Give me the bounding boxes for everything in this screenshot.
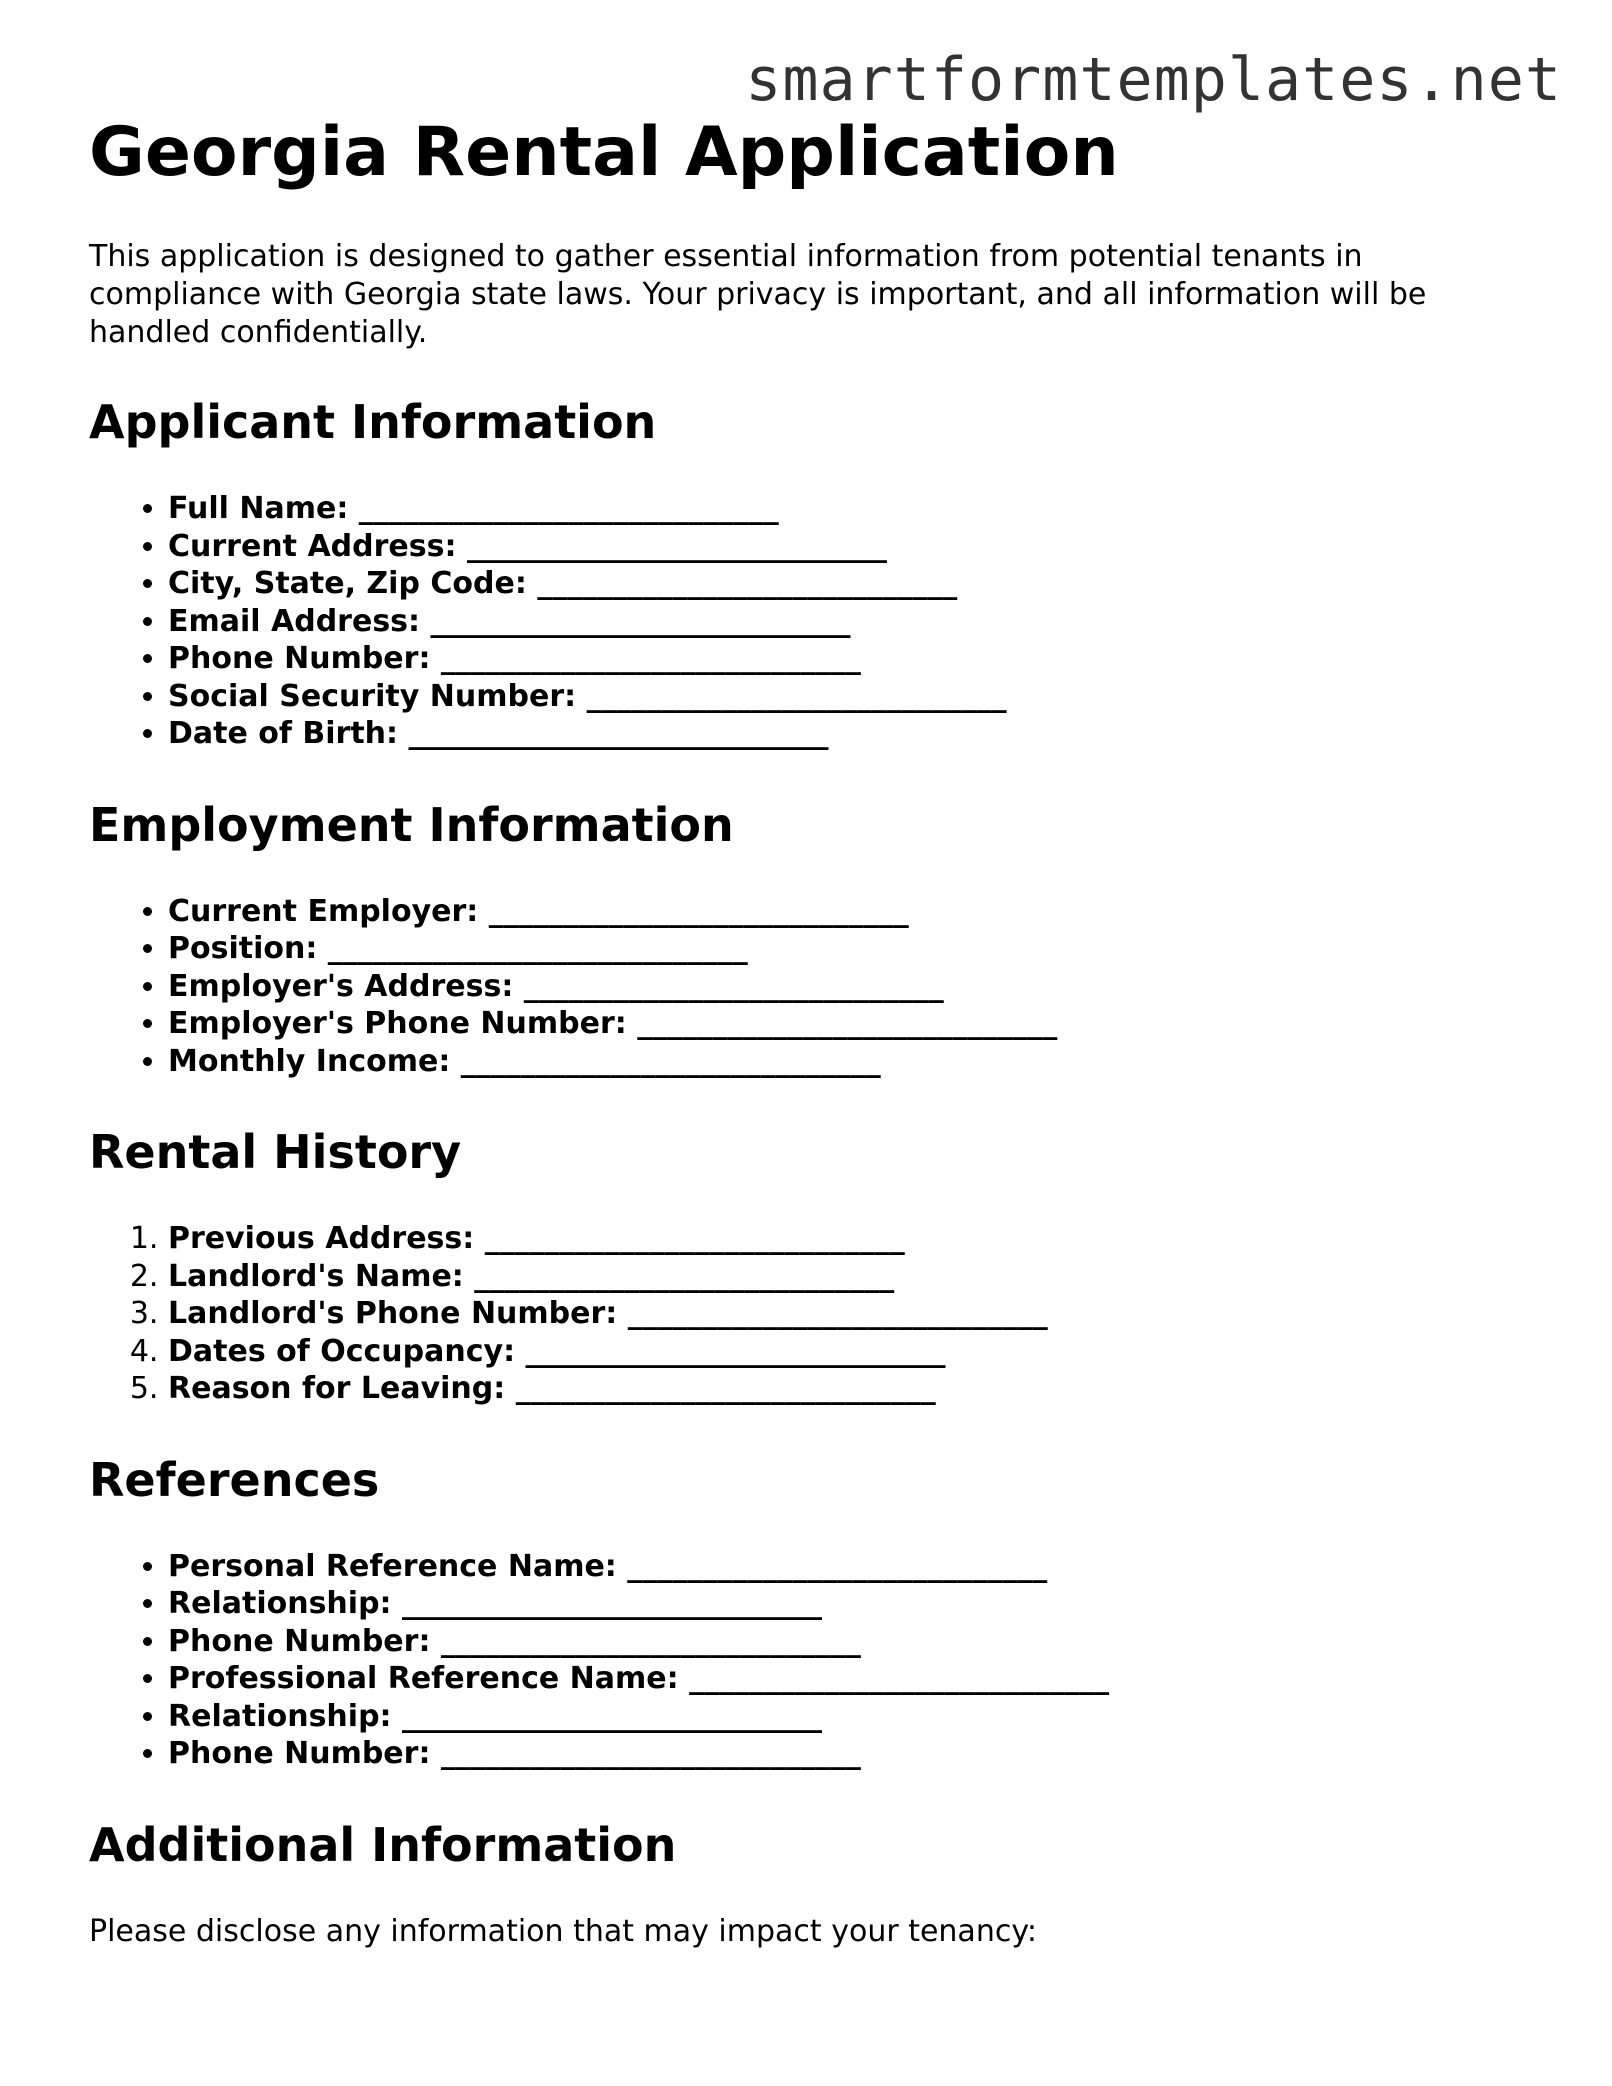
field-label: Employer's Address: bbox=[168, 968, 514, 1004]
field-label: Full Name: bbox=[168, 491, 349, 526]
field-item bbox=[168, 968, 1529, 1006]
field-label: Reason for Leaving: bbox=[168, 1371, 506, 1406]
field-blank-line: ____________________________ bbox=[358, 491, 779, 526]
field-blank-line: ____________________________ bbox=[440, 641, 861, 676]
field-label: Phone Number: bbox=[168, 1623, 431, 1659]
field-item bbox=[168, 930, 1529, 968]
field-label: Social Security Number: bbox=[168, 678, 577, 714]
applicant-field-list bbox=[89, 490, 1529, 753]
field-blank-line: ____________________________ bbox=[440, 1736, 861, 1771]
references-field-list bbox=[89, 1548, 1529, 1773]
field-label: Monthly Income: bbox=[168, 1043, 451, 1079]
section-heading-applicant: Applicant Information bbox=[89, 395, 657, 449]
field-label: Landlord's Name: bbox=[168, 1258, 464, 1294]
field-item bbox=[168, 1005, 1529, 1043]
field-blank-line: ____________________________ bbox=[460, 1043, 881, 1079]
field-item bbox=[168, 678, 1529, 716]
field-item bbox=[168, 490, 1529, 528]
section-heading-rental-history: Rental History bbox=[89, 1125, 462, 1179]
field-label: Relationship: bbox=[168, 1698, 392, 1734]
field-blank-line: ____________________________ bbox=[689, 1661, 1110, 1696]
additional-info-prompt: Please disclose any information that may impact your tenancy: bbox=[89, 1913, 1038, 1949]
employment-field-list bbox=[89, 893, 1529, 1081]
field-label: Date of Birth: bbox=[168, 716, 399, 751]
field-blank-line: ____________________________ bbox=[327, 931, 748, 966]
rental-history-field-list bbox=[89, 1220, 1529, 1408]
field-label: Personal Reference Name: bbox=[168, 1548, 617, 1584]
site-watermark: smartformtemplates.net bbox=[745, 45, 1562, 115]
field-blank-line: ____________________________ bbox=[466, 528, 887, 564]
section-heading-employment: Employment Information bbox=[89, 797, 734, 852]
field-label: Position: bbox=[168, 931, 318, 966]
field-item bbox=[168, 1623, 1529, 1661]
field-label: Phone Number: bbox=[168, 641, 431, 676]
field-blank-line: ____________________________ bbox=[430, 603, 851, 639]
field-blank-line: ____________________________ bbox=[515, 1371, 936, 1406]
field-item bbox=[168, 565, 1529, 603]
section-heading-references: References bbox=[89, 1452, 380, 1507]
field-blank-line: ____________________________ bbox=[440, 1623, 861, 1659]
field-blank-line: ____________________________ bbox=[402, 1586, 822, 1621]
field-blank-line: ____________________________ bbox=[627, 1548, 1048, 1584]
field-item bbox=[168, 715, 1529, 753]
field-label: Relationship: bbox=[168, 1586, 392, 1621]
field-item bbox=[168, 1660, 1529, 1698]
field-item bbox=[168, 1220, 1529, 1258]
document-page bbox=[89, 110, 1529, 1951]
field-label: Dates of Occupancy: bbox=[168, 1333, 516, 1369]
field-label: Current Employer: bbox=[168, 893, 479, 929]
field-blank-line: ____________________________ bbox=[637, 1006, 1058, 1041]
field-blank-line: ____________________________ bbox=[627, 1296, 1048, 1331]
section-heading-additional: Additional Information bbox=[89, 1817, 677, 1872]
field-blank-line: ____________________________ bbox=[525, 1333, 946, 1369]
field-item bbox=[168, 528, 1529, 566]
field-blank-line: ____________________________ bbox=[488, 893, 909, 929]
field-blank-line: ____________________________ bbox=[586, 678, 1007, 714]
field-item bbox=[168, 1698, 1529, 1736]
field-item bbox=[168, 893, 1529, 931]
field-item bbox=[168, 1333, 1529, 1371]
document-title: Georgia Rental Application bbox=[89, 113, 1119, 192]
field-blank-line: ____________________________ bbox=[537, 566, 958, 601]
field-label: Previous Address: bbox=[168, 1221, 475, 1256]
field-label: Phone Number: bbox=[168, 1736, 431, 1771]
field-blank-line: ____________________________ bbox=[402, 1698, 822, 1734]
field-blank-line: ____________________________ bbox=[408, 716, 829, 751]
field-label: City, State, Zip Code: bbox=[168, 566, 527, 601]
field-label: Current Address: bbox=[168, 528, 457, 564]
field-item bbox=[168, 1735, 1529, 1773]
field-label: Email Address: bbox=[168, 603, 421, 639]
field-item bbox=[168, 1258, 1529, 1296]
field-label: Employer's Phone Number: bbox=[168, 1006, 627, 1041]
field-label: Landlord's Phone Number: bbox=[168, 1296, 618, 1331]
intro-paragraph: This application is designed to gather essential information from potential tenants in compliance with Georgia state laws. Your privacy is important, and all information will be handled confidentially. bbox=[89, 239, 1427, 350]
field-item bbox=[168, 1548, 1529, 1586]
field-item bbox=[168, 640, 1529, 678]
field-blank-line: ____________________________ bbox=[484, 1221, 905, 1256]
field-item bbox=[168, 1585, 1529, 1623]
field-blank-line: ____________________________ bbox=[474, 1258, 895, 1294]
field-item bbox=[168, 603, 1529, 641]
field-item bbox=[168, 1295, 1529, 1333]
field-blank-line: ____________________________ bbox=[523, 968, 944, 1004]
field-item bbox=[168, 1043, 1529, 1081]
field-label: Professional Reference Name: bbox=[168, 1661, 679, 1696]
field-item bbox=[168, 1370, 1529, 1408]
